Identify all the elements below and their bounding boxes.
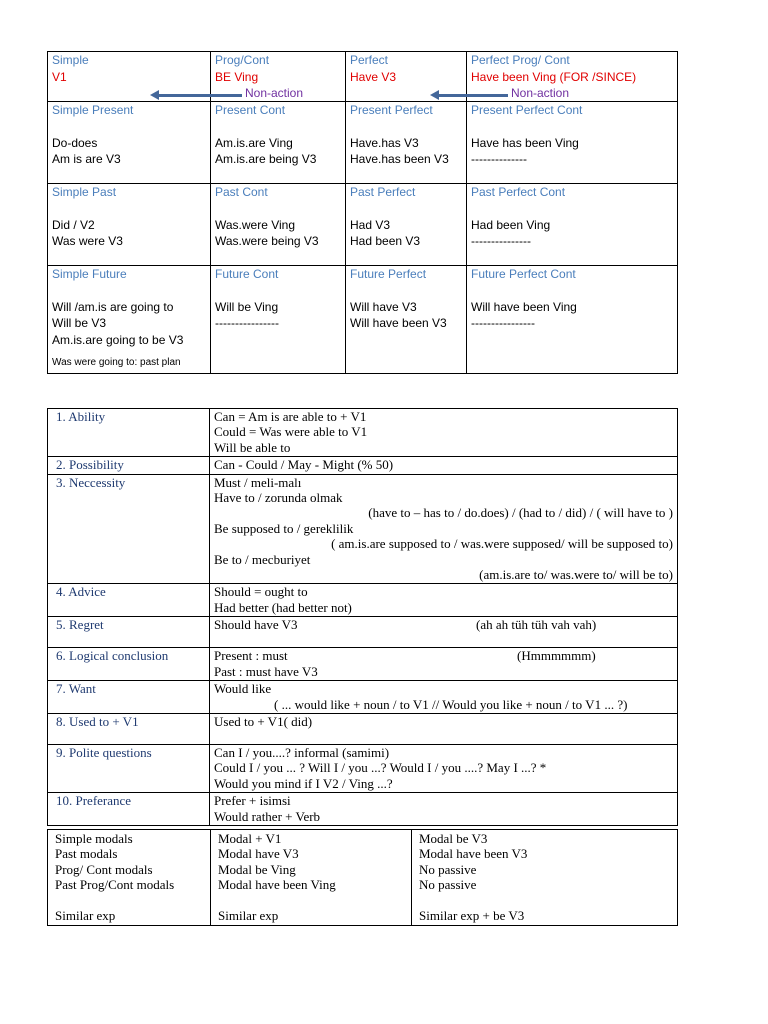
modal-content (210, 648, 678, 681)
cell-line: Had been V3 (350, 234, 421, 248)
modal-content (210, 744, 678, 792)
modal-line: Be to / mecburiyet (214, 551, 311, 567)
cell-note: Was were going to: past plan (52, 357, 181, 368)
cell-simple-future (48, 266, 211, 374)
modal-line: Must / meli-malı (214, 474, 302, 490)
cell-title: Simple Future (52, 267, 127, 281)
modal-label: 9. Polite questions (48, 744, 210, 792)
cell-simple-past (48, 184, 211, 266)
modals-table (47, 408, 678, 826)
cell-line: Will be V3 (52, 316, 107, 330)
cell-future-perfect (346, 266, 467, 374)
modal-line: Have to / zorunda olmak (214, 490, 343, 506)
modal-type-line: No passive (419, 877, 477, 893)
tenses-row-past (48, 184, 678, 266)
tenses-row-present (48, 102, 678, 184)
modal-type-line: Similar exp + be V3 (419, 908, 525, 924)
modal-row (48, 474, 678, 584)
modal-line-right: (am.is.are to/ was.were to/ will be to) (479, 567, 673, 583)
cell-title: Future Cont (215, 267, 279, 281)
cell-line: --------------- (471, 234, 531, 248)
tenses-row-future (48, 266, 678, 374)
cell-title: Past Cont (215, 185, 268, 199)
header-formula: Have V3 (350, 69, 397, 84)
modal-type-line: Similar exp (218, 908, 279, 924)
cell-line: Had been Ving (471, 217, 551, 232)
cell-line: Am.is.are going to be V3 (52, 332, 184, 347)
header-title: Prog/Cont (215, 53, 270, 67)
cell-line: -------------- (471, 152, 527, 166)
cell-past-perfect-cont (467, 184, 678, 266)
modal-row (48, 409, 678, 457)
modal-row (48, 713, 678, 744)
modal-line: Would like (214, 681, 272, 697)
modal-content (210, 681, 678, 714)
modal-label: 5. Regret (48, 617, 210, 648)
cell-line: Am.is.are being V3 (215, 152, 317, 166)
cell-title: Simple Present (52, 103, 134, 117)
modal-aside: (ah ah tüh tüh vah vah) (476, 617, 597, 633)
modal-label: 3. Neccessity (48, 474, 210, 584)
cell-title: Future Perfect (350, 267, 427, 281)
modal-type-line: Past modals (55, 846, 118, 862)
modal-label: 4. Advice (48, 584, 210, 617)
cell-line: Will have been Ving (471, 299, 577, 314)
modal-type-line: Simple modals (55, 831, 133, 846)
modal-line: Can - Could / May - Might (% 50) (214, 457, 394, 473)
cell-title: Past Perfect Cont (471, 185, 566, 199)
cell-title: Present Cont (215, 103, 286, 117)
modal-line: Would you mind if I V2 / Ving ...? (214, 775, 393, 791)
cell-title: Future Perfect Cont (471, 267, 576, 281)
cell-line: Will have been V3 (350, 316, 447, 330)
modal-row (48, 617, 678, 648)
modal-line: ( ... would like + noun / to V1 // Would you like + noun / to V1 ... ?) (274, 696, 628, 712)
modal-label: 2. Possibility (48, 457, 210, 474)
cell-line: Had V3 (350, 217, 391, 232)
modal-type-line: Modal have been Ving (218, 877, 336, 893)
left-arrow-icon (438, 94, 508, 97)
cell-line: Was.were Ving (215, 217, 296, 232)
modal-type-line (218, 893, 404, 908)
modal-types-col-1 (48, 830, 211, 926)
modal-types-table (47, 829, 678, 926)
modal-type-line (55, 893, 203, 908)
cell-line: Was.were being V3 (215, 234, 319, 248)
cell-present-perfect (346, 102, 467, 184)
cell-present-cont (211, 102, 346, 184)
non-action-label: Non-action (245, 86, 304, 100)
cell-line: Will /am.is are going to (52, 299, 174, 314)
modal-line: Should have V3 (214, 617, 298, 633)
modal-type-line: Modal have been V3 (419, 846, 528, 862)
modal-line: Would rather + Verb (214, 808, 321, 824)
modal-line: Could = Was were able to V1 (214, 424, 368, 440)
modal-type-line: Prog/ Cont modals (55, 861, 153, 877)
modal-label: 1. Ability (48, 409, 210, 457)
modal-line-right: (have to – has to / do.does) / (had to / did) / ( will have to ) (368, 505, 673, 521)
cell-line: Will be Ving (215, 299, 279, 314)
modal-content (210, 793, 678, 826)
cell-line: Am.is.are Ving (215, 135, 293, 150)
cell-past-cont (211, 184, 346, 266)
cell-line: Was were V3 (52, 234, 123, 248)
cell-future-perfect-cont (467, 266, 678, 374)
cell-line: Have has been Ving (471, 135, 579, 150)
header-formula: V1 (52, 69, 67, 84)
cell-line: Do-does (52, 135, 98, 150)
modal-row (48, 584, 678, 617)
modal-type-line: Modal be V3 (419, 831, 488, 846)
modal-row (48, 793, 678, 826)
modal-types-col-3 (412, 830, 678, 926)
modal-type-line: Past Prog/Cont modals (55, 877, 175, 893)
cell-line: ---------------- (471, 316, 535, 330)
modal-content (210, 584, 678, 617)
header-formula: Have been Ving (FOR /SINCE) (471, 69, 637, 84)
modal-row (48, 744, 678, 792)
modal-type-line: No passive (419, 861, 477, 877)
modal-content (210, 457, 678, 474)
non-action-label: Non-action (511, 86, 570, 100)
modal-line: Can = Am is are able to + V1 (214, 409, 367, 424)
modal-types-row (48, 830, 678, 926)
cell-line: Have.has V3 (350, 135, 419, 150)
modal-line: Can I / you....? informal (samimi) (214, 744, 390, 760)
modal-line: Past : must have V3 (214, 663, 318, 679)
modal-type-line: Modal have V3 (218, 846, 299, 862)
left-arrow-icon (158, 94, 242, 97)
header-title: Simple (52, 53, 89, 67)
cell-title: Simple Past (52, 185, 117, 199)
cell-line: Will have V3 (350, 299, 417, 314)
cell-line: Did / V2 (52, 217, 95, 232)
modal-row (48, 681, 678, 714)
modal-type-line (419, 893, 670, 908)
modal-types-col-2 (211, 830, 412, 926)
cell-future-cont (211, 266, 346, 374)
header-title: Perfect Prog/ Cont (471, 53, 570, 67)
modal-type-line: Similar exp (55, 908, 116, 924)
modal-row (48, 457, 678, 474)
modal-aside: (Hmmmmmm) (517, 648, 596, 664)
modal-type-line: Modal be Ving (218, 861, 296, 877)
cell-title: Past Perfect (350, 185, 416, 199)
modal-line: Used to + V1( did) (214, 713, 313, 729)
cell-title: Present Perfect Cont (471, 103, 583, 117)
cell-present-perfect-cont (467, 102, 678, 184)
modal-type-line: Modal + V1 (218, 831, 282, 846)
cell-past-perfect (346, 184, 467, 266)
header-title: Perfect (350, 53, 389, 67)
modal-line: Could I / you ... ? Will I / you ...? Would I / you ....? May I ...? * (214, 760, 547, 776)
header-formula: BE Ving (215, 69, 259, 84)
modal-line: Be supposed to / gereklilik (214, 520, 354, 536)
modal-row (48, 648, 678, 681)
cell-line: ---------------- (215, 316, 279, 330)
modal-line: Had better (had better not) (214, 599, 352, 615)
tenses-header-row (48, 52, 678, 102)
modal-label: 6. Logical conclusion (48, 648, 210, 681)
cell-line: Have.has been V3 (350, 152, 449, 166)
modal-content (210, 713, 678, 744)
cell-line: Am is are V3 (52, 152, 121, 166)
modal-content (210, 617, 678, 648)
modal-content (210, 409, 678, 457)
modal-label: 8. Used to + V1 (48, 713, 210, 744)
cell-simple-present (48, 102, 211, 184)
modal-line: Present : must (214, 648, 288, 664)
cell-title: Present Perfect (350, 103, 433, 117)
tenses-table (47, 51, 678, 374)
modal-line: Should = ought to (214, 584, 308, 600)
modal-label: 10. Preferance (48, 793, 210, 826)
modal-line: Will be able to (214, 439, 291, 455)
modal-line-right: ( am.is.are supposed to / was.were supposed/ will be supposed to) (331, 536, 673, 552)
modal-line: Prefer + isimsi (214, 793, 291, 809)
modal-content (210, 474, 678, 584)
modal-label: 7. Want (48, 681, 210, 714)
